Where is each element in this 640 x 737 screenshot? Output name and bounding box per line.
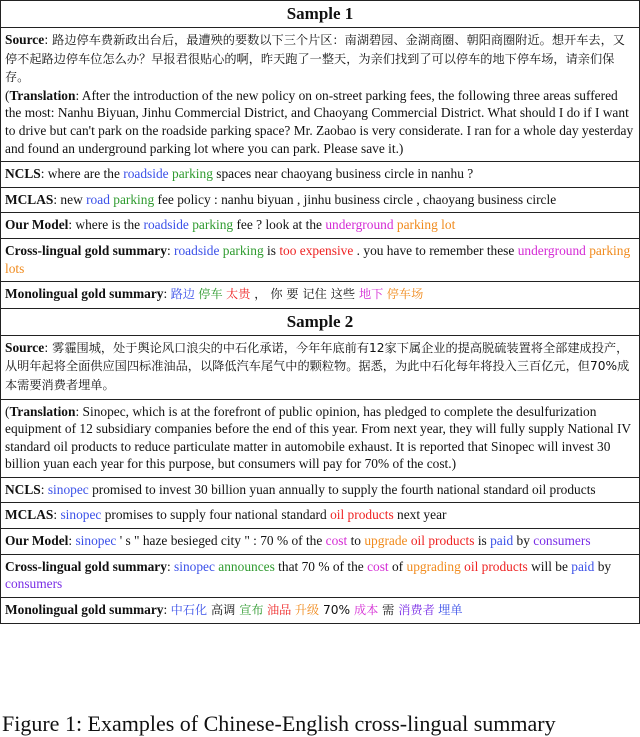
highlighted-phrase: sinopec (75, 533, 117, 549)
sample-2-translation (1, 400, 639, 478)
highlighted-phrase: 成本 (353, 602, 379, 617)
sample-2-our-model (1, 529, 639, 555)
source-label: Source (5, 32, 45, 47)
translation-text: : Sinopec, which is at the forefront of public opinion, has pledged to complete the desulfurization equipment of 12 subsidiary companies before the end of this year. From next year, they will fully supply National IV standard oil products to reduce particulate matter in automobile exhaust. It is reported that Sinopec will invest 30 billion yuan each year for this purpose, but consumers will pay for 70% of the cost.) (5, 403, 631, 472)
monolingual-summary (163, 286, 423, 301)
summary-text: by (513, 533, 534, 549)
highlighted-phrase: parking lots (5, 242, 631, 276)
highlighted-phrase: consumers (533, 533, 591, 549)
summary-text: : (163, 286, 171, 302)
sample-1-mclas (1, 188, 639, 214)
summary-text: 高调 (207, 602, 240, 617)
highlighted-phrase: 中石化 (170, 602, 208, 617)
sample-1-cross-lingual-gold (1, 239, 639, 282)
cross-lingual-label: Cross-lingual gold summary (5, 558, 167, 574)
ncls-summary (41, 482, 596, 497)
highlighted-phrase: upgrading (406, 558, 461, 574)
highlighted-phrase: 升级 (294, 602, 320, 617)
highlighted-phrase: 埋单 (438, 602, 463, 617)
highlighted-phrase: 太贵 (226, 287, 251, 302)
mclas-label: MCLAS (5, 507, 54, 523)
summary-text: : (163, 601, 171, 617)
summary-text: : (166, 558, 175, 574)
highlighted-phrase: upgrade (364, 533, 408, 549)
summary-text: : (53, 507, 61, 523)
translation-label: Translation (9, 403, 76, 419)
sample-1-header: Sample 1 (1, 1, 639, 28)
summary-text: will be (527, 558, 572, 574)
highlighted-phrase: underground (517, 242, 586, 258)
summary-text: next year (393, 507, 447, 523)
summary-text: ' s " haze besieged city " : 70 % of the (116, 533, 326, 549)
sample-2-monolingual-gold (1, 598, 639, 625)
summary-text: of (388, 558, 407, 574)
summary-text: fee ? look at the (233, 217, 326, 233)
translation-label: Translation (9, 87, 76, 103)
highlighted-phrase: 宣布 (239, 602, 264, 617)
source-text: : 路边停车费新政出台后，最遭殃的要数以下三个片区：南湖碧园、金湖商圈、朝阳商圈附近。想开车去，又停不起路边停车位怎么办？早报君很贴心的啊，昨天跑了一整天，为亲们找到了可以停车的地下停车场，请亲们保存。 (5, 33, 625, 85)
summary-text: spaces near chaoyang business circle in nanhu ? (212, 166, 474, 182)
highlighted-phrase: parking (113, 191, 155, 207)
sample-1-ncls (1, 162, 639, 188)
sample-2-cross-lingual-gold (1, 555, 639, 598)
highlighted-phrase: consumers (5, 576, 63, 592)
sample-2-header: Sample 2 (1, 309, 639, 336)
highlighted-phrase: too expensive (279, 242, 354, 258)
highlighted-phrase: parking (222, 242, 264, 258)
mclas-summary (53, 507, 446, 522)
sample-2-ncls (1, 478, 639, 504)
our-model-label: Our Model (5, 217, 69, 233)
summary-text: by (594, 558, 612, 574)
summary-text: is (263, 242, 280, 258)
highlighted-phrase: oil products (330, 507, 394, 523)
highlighted-phrase: 消费者 (398, 602, 435, 617)
highlighted-phrase: roadside (143, 217, 189, 233)
highlighted-phrase: cost (367, 558, 389, 574)
highlighted-phrase: 停车 (198, 287, 223, 302)
highlighted-phrase: cost (325, 533, 348, 549)
highlighted-phrase: lot (441, 217, 456, 233)
cross-lingual-label: Cross-lingual gold summary (5, 242, 167, 258)
ncls-summary (41, 166, 473, 181)
monolingual-label: Monolingual gold summary (5, 286, 164, 302)
summary-text: : new (53, 191, 87, 207)
highlighted-phrase: 停车场 (386, 287, 424, 302)
summary-text: to (347, 533, 365, 549)
summary-text: : (40, 481, 48, 497)
highlighted-phrase: paid (571, 558, 595, 574)
highlighted-phrase: sinopec (47, 481, 89, 497)
sample-2-mclas (1, 503, 639, 529)
source-label: Source (5, 339, 45, 355)
sample-1-monolingual-gold (1, 282, 639, 309)
summary-text: 需 (378, 602, 399, 617)
highlighted-phrase: 油品 (266, 602, 292, 617)
highlighted-phrase: roadside (174, 242, 220, 258)
highlighted-phrase: 路边 (170, 287, 195, 302)
summary-text: : (68, 533, 76, 549)
summary-text: . you have to remember these (353, 242, 518, 258)
translation-open: ( (5, 403, 10, 419)
summary-text: : where is the (68, 217, 144, 233)
figure-caption: Figure 1: Examples of Chinese-English cross-lingual summary (2, 711, 556, 736)
monolingual-summary (163, 602, 462, 617)
highlighted-phrase: oil products (464, 558, 528, 574)
highlighted-phrase: paid (490, 533, 514, 549)
translation-open: ( (5, 87, 10, 103)
highlighted-phrase: sinopec (174, 558, 215, 574)
our-model-summary (68, 217, 455, 232)
highlighted-phrase: announces (218, 558, 275, 574)
highlighted-phrase: underground (325, 217, 394, 233)
summary-text: ， 你 要 记住 这些 (250, 287, 359, 302)
mclas-label: MCLAS (5, 191, 54, 207)
highlighted-phrase: parking (172, 166, 213, 182)
highlighted-phrase: oil products (410, 533, 475, 549)
monolingual-label: Monolingual gold summary (5, 601, 164, 617)
highlighted-phrase: 地下 (358, 287, 384, 302)
summary-text: that 70 % of the (274, 558, 368, 574)
ncls-label: NCLS (5, 166, 41, 182)
sample-1-our-model (1, 213, 639, 239)
summary-text: : where are the (40, 166, 124, 182)
highlighted-phrase: roadside (123, 166, 169, 182)
summary-text: is (474, 533, 491, 549)
mclas-summary (53, 192, 556, 207)
summary-text: : (166, 242, 175, 258)
our-model-label: Our Model (5, 533, 69, 549)
ncls-label: NCLS (5, 481, 41, 497)
sample-1-source (1, 28, 639, 162)
summary-text: 70% (319, 602, 354, 617)
summary-text: fee policy : nanhu biyuan , jinhu business circle , chaoyang business circle (154, 191, 557, 207)
sample-2-source (1, 336, 639, 400)
highlighted-phrase: parking (396, 217, 438, 233)
summary-text: promises to supply four national standard (101, 507, 331, 523)
highlighted-phrase: road (86, 191, 110, 207)
highlighted-phrase: parking (192, 217, 234, 233)
highlighted-phrase: sinopec (60, 507, 102, 523)
source-text: : 雾霾围城，处于舆论风口浪尖的中石化承诺，今年年底前有12家下属企业的提高脱硫装置将全部建成投产，从明年起将全面供应国四标准油品，以降低汽车尾气中的颗粒物。据悉，为此中石化每年将投入三百亿元，但70%成本需要消费者埋单。 (5, 340, 630, 392)
our-model-summary (68, 533, 590, 548)
translation-text: : After the introduction of the new policy on on-street parking fees, the following three areas suffered the most: Nanhu Biyuan, Jinhu Commercial District, and Chaoyang Commercial District. What should I do if I want to drive but can't park on the roadside parking space? Mr. Zaobao is very considerate. I ran for a whole day yesterday and found an underground parking lot where you can park. Please save it.) (5, 87, 634, 156)
summary-text: promised to invest 30 billion yuan annually to supply the fourth national standard oil products (88, 481, 596, 497)
